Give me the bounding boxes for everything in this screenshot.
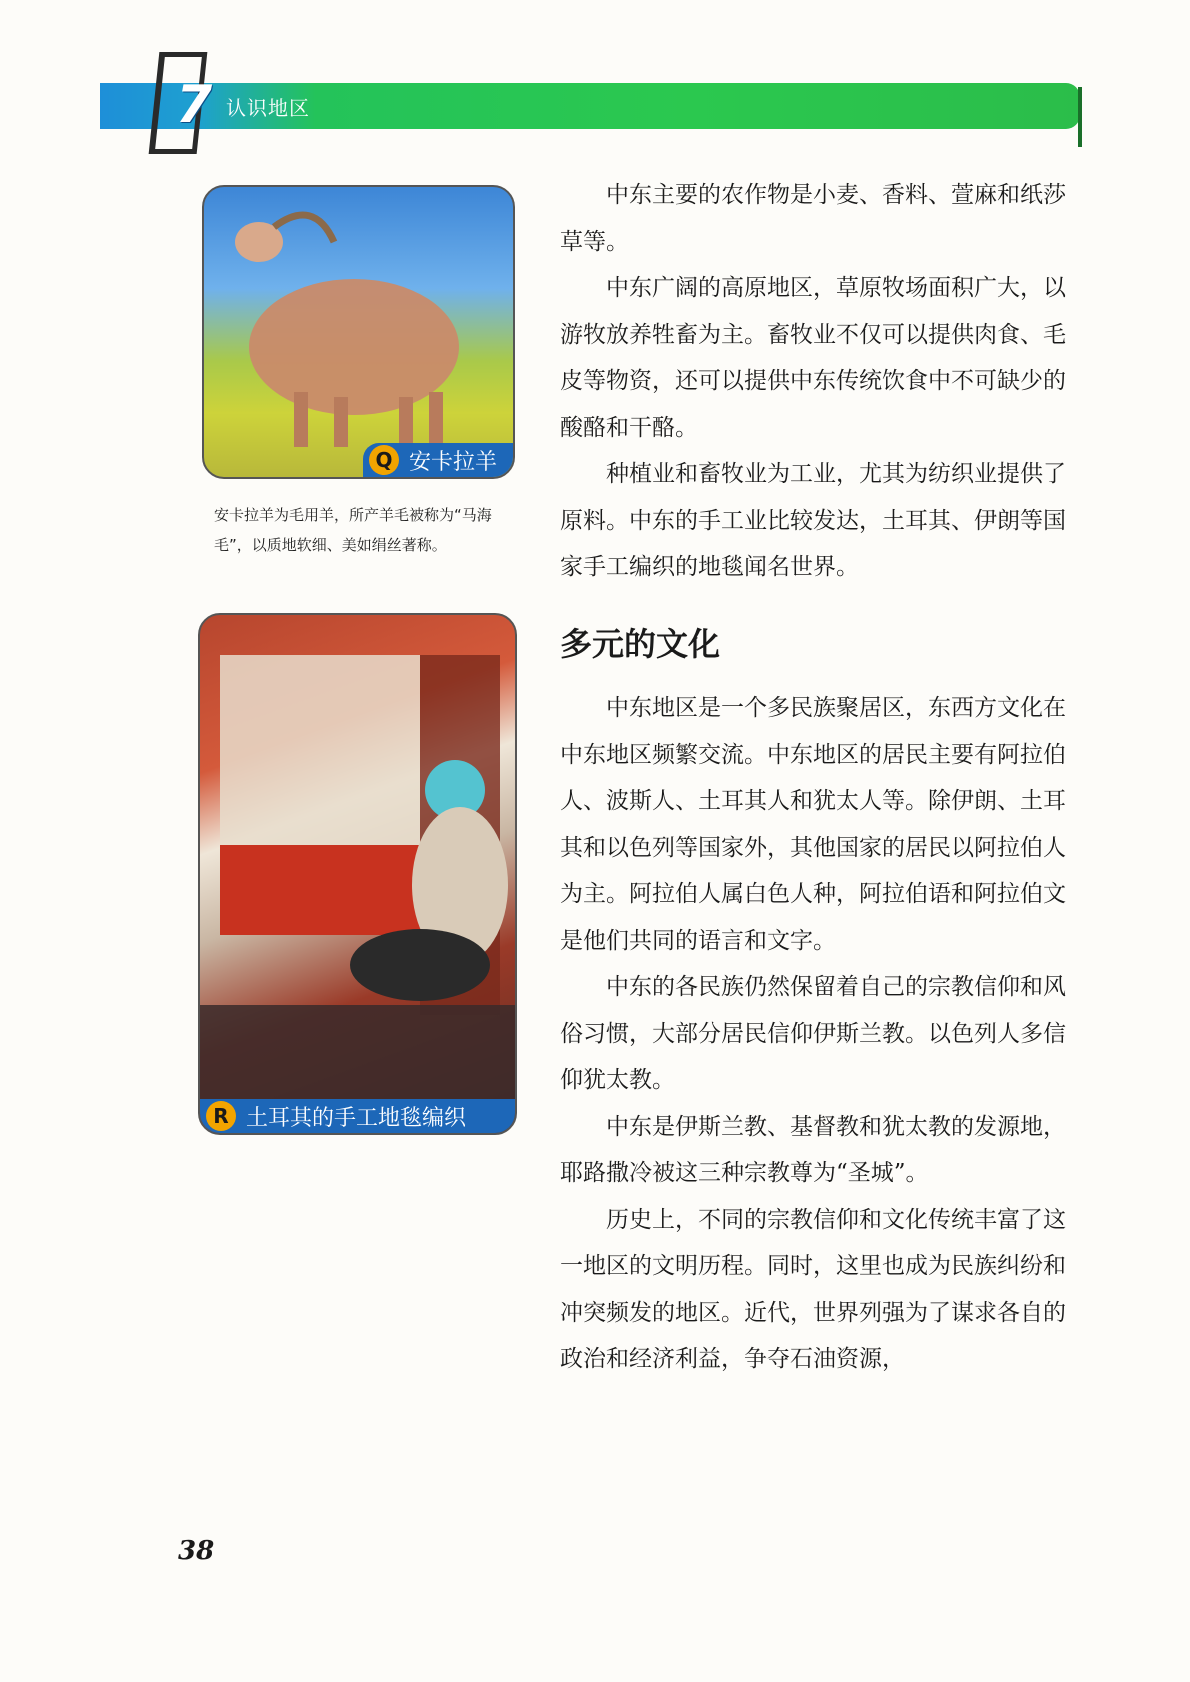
figure-q-caption: 安卡拉羊为毛用羊，所产羊毛被称为“马海毛”，以质地软细、美如绢丝著称。 xyxy=(214,506,492,554)
figure-r-title: 土耳其的手工地毯编织 xyxy=(246,1105,467,1131)
chapter-title: 认识地区 xyxy=(226,96,310,120)
figure-q-badge: Q xyxy=(369,445,399,475)
chapter-number: 7 xyxy=(176,75,213,135)
goat-illustration xyxy=(204,187,513,477)
page-number: 38 xyxy=(178,1536,215,1566)
paragraph: 种植业和畜牧业为工业，尤其为纺织业提供了原料。中东的手工业比较发达，土耳其、伊朗等国家手工编织的地毯闻名世界。 xyxy=(560,461,1066,580)
paragraph: 中东广阔的高原地区，草原牧场面积广大，以游牧放养牲畜为主。畜牧业不仅可以提供肉食、毛皮等物资，还可以提供中东传统饮食中不可缺少的酸酪和干酪。 xyxy=(560,275,1066,441)
figure-q-title: 安卡拉羊 xyxy=(408,449,497,475)
figure-q-label xyxy=(363,443,513,477)
paragraph: 中东主要的农作物是小麦、香料、萱麻和纸莎草等。 xyxy=(560,182,1066,255)
figure-r-badge: R xyxy=(206,1101,236,1131)
figure-r-label xyxy=(200,1099,515,1133)
main-text-column xyxy=(560,172,1078,1383)
paragraph: 中东地区是一个多民族聚居区，东西方文化在中东地区频繁交流。中东地区的居民主要有阿拉伯人、波斯人、土耳其人和犹太人等。除伊朗、土耳其和以色列等国家外，其他国家的居民以阿拉伯人为主。阿拉伯人属白色人种，阿拉伯语和阿拉伯文是他们共同的语言和文字。 xyxy=(560,695,1066,954)
figure-carpet-weaving-photo xyxy=(198,613,517,1135)
figure-angora-goat-photo xyxy=(202,185,515,479)
paragraph: 历史上，不同的宗教信仰和文化传统丰富了这一地区的文明历程。同时，这里也成为民族纠纷和冲突频发的地区。近代，世界列强为了谋求各自的政治和经济利益，争夺石油资源， xyxy=(560,1206,1066,1372)
paragraph: 中东的各民族仍然保留着自己的宗教信仰和风俗习惯，大部分居民信仰伊斯兰教。以色列人多信仰犹太教。 xyxy=(560,974,1066,1093)
section-heading: 多元的文化 xyxy=(560,624,721,663)
carpet-weaving-illustration xyxy=(200,615,515,1133)
paragraph: 中东是伊斯兰教、基督教和犹太教的发源地，耶路撒冷被这三种宗教尊为“圣城”。 xyxy=(560,1113,1066,1186)
